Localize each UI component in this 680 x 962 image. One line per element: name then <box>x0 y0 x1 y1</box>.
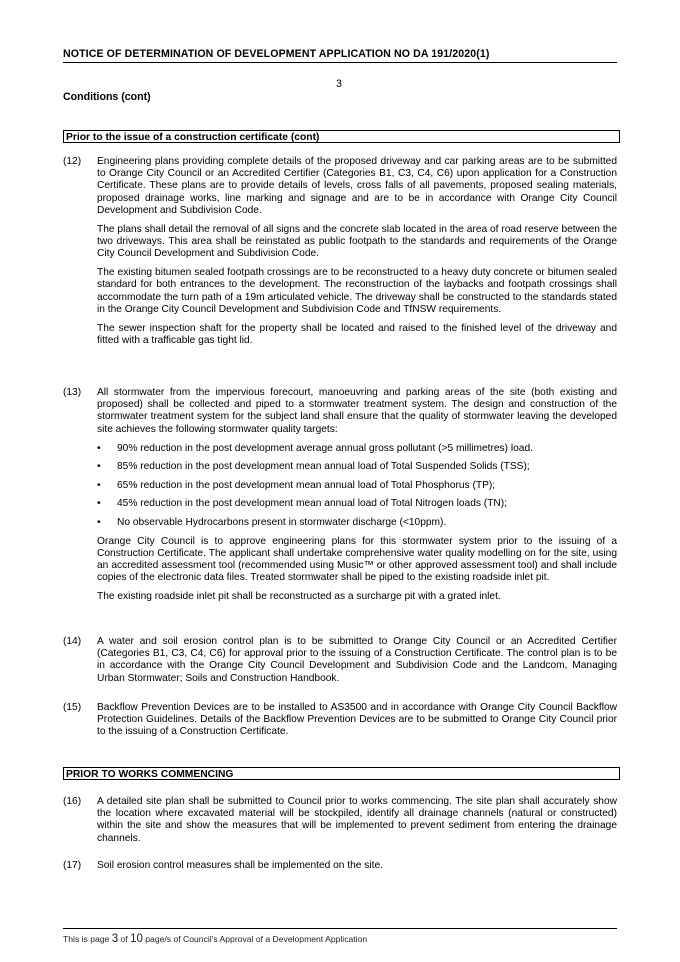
condition-paragraph: All stormwater from the impervious forecourt, manoeuvring and parking areas of the site (both existing and proposed) shall be collected and piped to a stormwater treatment system. The design and construction of the stormwater treatment system for the subject land shall ensure that the quality of stormwater leaving the developed site achieves the following stormwater quality targets: <box>97 387 617 435</box>
footer-text: This is page <box>63 934 112 944</box>
condition-number: (14) <box>63 636 82 647</box>
bullet-icon: • <box>97 461 101 473</box>
condition-paragraph: Orange City Council is to approve engineering plans for this stormwater system prior to the issuing of a Construction Certificate. The applicant shall undertake comprehensive water quality modelling on for the site, using an accredited assessment tool (recommended using Music™ or other approved assessment tool) and shall include copies of the electronic data files. Treated stormwater shall be piped to the existing roadside inlet pit. <box>97 535 617 584</box>
condition-body <box>97 860 617 872</box>
footer-divider <box>63 928 617 929</box>
condition-16 <box>63 796 617 852</box>
stormwater-targets-list <box>97 443 617 530</box>
condition-number: (12) <box>63 156 82 167</box>
list-item <box>97 461 617 473</box>
condition-paragraph: The plans shall detail the removal of all signs and the concrete slab located in the area of road reserve between the two driveways. This area shall be reinstated as public footpath to the standards and requirements of the Orange City Council Development and Subdivision Code. <box>97 223 617 260</box>
footer-text: page/s of Council's Approval of a Development Application <box>142 934 368 944</box>
list-item <box>97 498 617 510</box>
conditions-heading: Conditions (cont) <box>63 91 151 103</box>
condition-body <box>97 796 617 845</box>
condition-17 <box>63 860 617 879</box>
page-footer <box>63 933 367 945</box>
page-number: 3 <box>336 78 342 90</box>
header-divider <box>63 62 617 63</box>
list-item <box>97 517 617 529</box>
condition-14 <box>63 636 617 692</box>
footer-total-pages: 10 <box>130 933 143 945</box>
condition-body <box>97 702 617 739</box>
bullet-icon: • <box>97 498 101 510</box>
list-item-text: No observable Hydrocarbons present in stormwater discharge (<10ppm). <box>117 516 447 528</box>
condition-body <box>97 387 617 603</box>
condition-paragraph: A detailed site plan shall be submitted to Council prior to works commencing. The site plan shall accurately show the location where excavated material will be stockpiled, identify all drainage channels (natural or constructed) within the site and show the measures that will be implemented to prevent sediment from entering the drainage channels. <box>97 796 617 844</box>
condition-paragraph: The existing bitumen sealed footpath crossings are to be reconstructed to a heavy duty concrete or bitumen sealed standard for both entrances to the development. The reconstruction of the laybacks and footpath crossings shall accommodate the turn path of a 19m articulated vehicle. The driveway shall be constructed to the standards stated in the Orange City Council Development and Subdivision Code and TfNSW requirements. <box>97 267 617 315</box>
condition-12 <box>63 156 617 354</box>
list-item-text: 85% reduction in the post development mean annual load of Total Suspended Solids (TSS); <box>117 461 530 473</box>
condition-body <box>97 156 617 347</box>
document-title: NOTICE OF DETERMINATION OF DEVELOPMENT APPLICATION NO DA 191/2020(1) <box>63 48 490 60</box>
condition-paragraph: Soil erosion control measures shall be implemented on the site. <box>97 860 383 871</box>
condition-number: (17) <box>63 860 82 871</box>
list-item-text: 45% reduction in the post development mean annual load of Total Nitrogen loads (TN); <box>117 498 507 510</box>
list-item-text: 90% reduction in the post development average annual gross pollutant (>5 millimetres) load. <box>117 442 533 454</box>
condition-paragraph: The sewer inspection shaft for the property shall be located and raised to the finished level of the driveway and fitted with a trafficable gas tight lid. <box>97 322 617 347</box>
condition-15 <box>63 702 617 745</box>
list-item <box>97 443 617 455</box>
condition-paragraph: Engineering plans providing complete details of the proposed driveway and car parking areas are to be submitted to Orange City Council or an Accredited Certifier (Categories B1, C3, C4, C6) upon application for a Construction Certificate. These plans are to provide details of levels, cross falls of all pavements, proposed sealing materials, proposed drainage works, line marking and signage and are to be in accordance with Orange City Council Development and Subdivision Code. <box>97 156 617 216</box>
section-heading-prior-to-works: PRIOR TO WORKS COMMENCING <box>63 767 620 780</box>
bullet-icon: • <box>97 442 101 454</box>
condition-body <box>97 636 617 685</box>
condition-paragraph: A water and soil erosion control plan is to be submitted to Orange City Council or an Accredited Certifier (Categories B1, C3, C4, C6) for approval prior to the issuing of a Construction Certificate. The control plan is to be in accordance with the Orange City Council Development and Subdivision Code and the Landcom, Managing Urban Stormwater; Soils and Construction Handbook. <box>97 636 617 684</box>
footer-text: of <box>118 934 131 944</box>
condition-paragraph: The existing roadside inlet pit shall be reconstructed as a surcharge pit with a grated inlet. <box>97 591 501 603</box>
footer-page-number: 3 <box>111 933 119 945</box>
section-heading-construction-certificate: Prior to the issue of a construction certificate (cont) <box>63 130 620 143</box>
list-item-text: 65% reduction in the post development mean annual load of Total Phosphorus (TP); <box>117 479 496 491</box>
bullet-icon: • <box>97 479 101 491</box>
bullet-icon: • <box>97 516 101 528</box>
condition-number: (15) <box>63 702 82 713</box>
condition-paragraph: Backflow Prevention Devices are to be installed to AS3500 and in accordance with Orange City Council Backflow Protection Guidelines. Details of the Backflow Prevention Devices are to be submitted to Orange City Council prior to the issuing of a Construction Certificate. <box>97 702 617 738</box>
condition-number: (13) <box>63 387 82 398</box>
condition-13 <box>63 387 617 610</box>
list-item <box>97 480 617 492</box>
condition-number: (16) <box>63 796 82 807</box>
